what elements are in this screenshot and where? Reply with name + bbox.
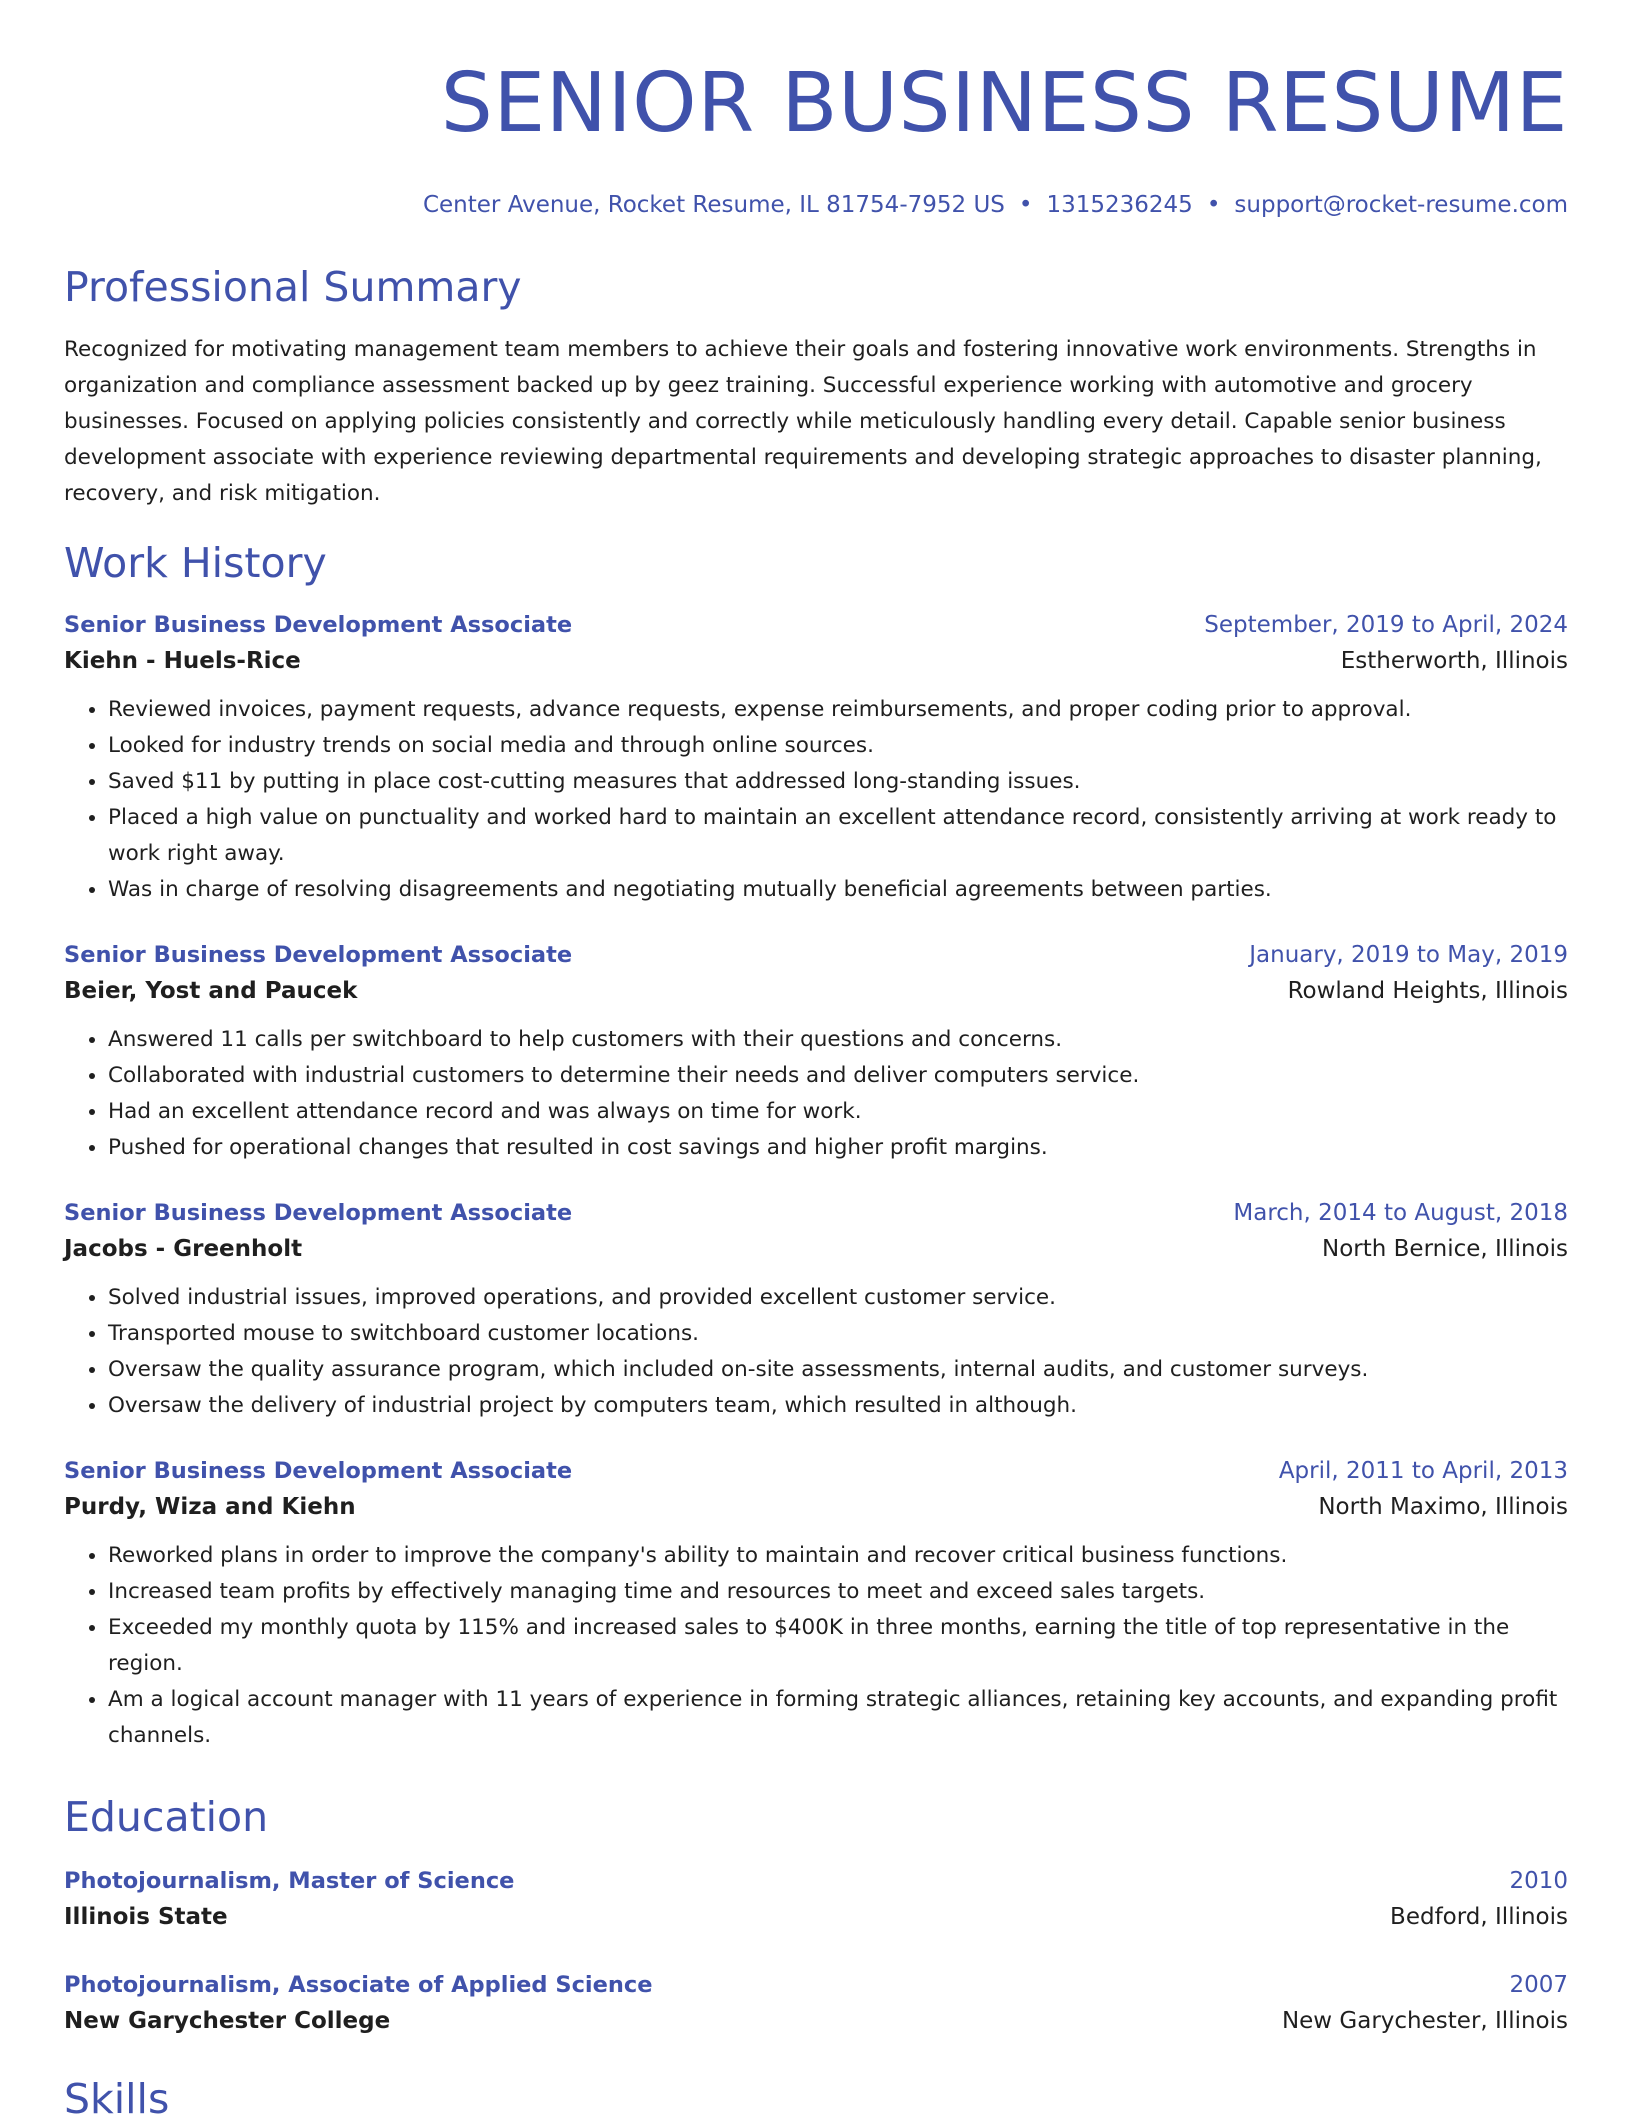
job-bullets: [64, 1280, 1568, 1424]
job-title: Senior Business Development Associate: [64, 1458, 573, 1484]
job-entry: [64, 1454, 1568, 1754]
job-bullet: • Oversaw the delivery of industrial project by computers team, which resulted in although.: [108, 1388, 1568, 1424]
job-company: Jacobs - Greenholt: [64, 1236, 303, 1262]
resume-page: [64, 0, 1568, 2124]
job-title: Senior Business Development Associate: [64, 612, 573, 638]
job-bullet: • Am a logical account manager with 11 years of experience in forming strategic alliances, retaining key accounts, and expanding profit channels.: [108, 1682, 1568, 1754]
job-bullet: • Oversaw the quality assurance program, which included on-site assessments, internal audits, and customer surveys.: [108, 1352, 1568, 1388]
education-entry: [64, 1968, 1568, 2040]
job-bullet: • Saved $11 by putting in place cost-cutting measures that addressed long-standing issues.: [108, 764, 1568, 800]
job-entry: [64, 608, 1568, 908]
education-location: Bedford, Illinois: [1390, 1904, 1568, 1930]
education-year: 2007: [1509, 1972, 1568, 1998]
job-bullets: [64, 1022, 1568, 1166]
contact-email: support@rocket-resume.com: [1234, 192, 1568, 218]
job-bullet: • Placed a high value on punctuality and worked hard to maintain an excellent attendance record, consistently arriving at work ready to work right away.: [108, 800, 1568, 872]
job-dates: April, 2011 to April, 2013: [1278, 1458, 1568, 1484]
job-bullet: • Solved industrial issues, improved operations, and provided excellent customer service.: [108, 1280, 1568, 1316]
job-dates: January, 2019 to May, 2019: [1249, 942, 1568, 968]
education-degree: Photojournalism, Associate of Applied Science: [64, 1972, 653, 1998]
job-company: Kiehn - Huels-Rice: [64, 648, 301, 674]
summary-text: Recognized for motivating management team members to achieve their goals and fostering innovative work environments. Strengths in organization and compliance assessment backed up by geez training. Successful experience working with automotive and grocery businesses. Focused on applying policies consistently and correctly while meticulously handling every detail. Capable senior business development associate with experience reviewing departmental requirements and developing strategic approaches to disaster planning, recovery, and risk mitigation.: [64, 337, 1542, 506]
job-bullet: • Looked for industry trends on social media and through online sources.: [108, 728, 1568, 764]
job-company: Purdy, Wiza and Kiehn: [64, 1494, 356, 1520]
job-dates: March, 2014 to August, 2018: [1233, 1200, 1568, 1226]
job-dates: September, 2019 to April, 2024: [1204, 612, 1568, 638]
job-bullet: • Had an excellent attendance record and was always on time for work.: [108, 1094, 1568, 1130]
job-bullet: • Reworked plans in order to improve the company's ability to maintain and recover critical business functions.: [108, 1538, 1568, 1574]
job-title: Senior Business Development Associate: [64, 942, 573, 968]
job-bullet: • Reviewed invoices, payment requests, advance requests, expense reimbursements, and proper coding prior to approval.: [108, 692, 1568, 728]
job-location: Rowland Heights, Illinois: [1287, 978, 1568, 1004]
job-bullet: • Was in charge of resolving disagreements and negotiating mutually beneficial agreements between parties.: [108, 872, 1568, 908]
job-location: North Bernice, Illinois: [1322, 1236, 1568, 1262]
job-entry: [64, 1196, 1568, 1424]
contact-separator: •: [1018, 192, 1033, 218]
job-entry: [64, 938, 1568, 1166]
resume-title: SENIOR BUSINESS RESUME: [440, 56, 1568, 151]
job-bullets: [64, 692, 1568, 908]
education-degree: Photojournalism, Master of Science: [64, 1868, 515, 1894]
job-title: Senior Business Development Associate: [64, 1200, 573, 1226]
job-bullet: • Collaborated with industrial customers to determine their needs and deliver computers service.: [108, 1058, 1568, 1094]
job-bullet: • Exceeded my monthly quota by 115% and increased sales to $400K in three months, earning the title of top representative in the region.: [108, 1610, 1568, 1682]
education-year: 2010: [1509, 1868, 1568, 1894]
summary-heading: Professional Summary: [64, 263, 522, 311]
contact-phone: 1315236245: [1046, 192, 1193, 218]
job-location: North Maximo, Illinois: [1318, 1494, 1568, 1520]
job-bullet: • Transported mouse to switchboard customer locations.: [108, 1316, 1568, 1352]
job-bullets: [64, 1538, 1568, 1754]
education-entry: [64, 1864, 1568, 1936]
job-bullet: • Increased team profits by effectively managing time and resources to meet and exceed sales targets.: [108, 1574, 1568, 1610]
job-location: Estherworth, Illinois: [1340, 648, 1568, 674]
job-bullet: • Answered 11 calls per switchboard to help customers with their questions and concerns.: [108, 1022, 1568, 1058]
education-heading: Education: [64, 1793, 269, 1841]
job-company: Beier, Yost and Paucek: [64, 978, 358, 1004]
contact-line: [64, 190, 1568, 220]
skills-heading: Skills: [64, 2075, 170, 2123]
education-school: Illinois State: [64, 1904, 228, 1930]
work-history-heading: Work History: [64, 539, 327, 587]
contact-address: Center Avenue, Rocket Resume, IL 81754-7952 US: [422, 192, 1005, 218]
education-school: New Garychester College: [64, 2008, 391, 2034]
education-location: New Garychester, Illinois: [1281, 2008, 1568, 2034]
contact-separator: •: [1206, 192, 1221, 218]
job-bullet: • Pushed for operational changes that resulted in cost savings and higher profit margins.: [108, 1130, 1568, 1166]
